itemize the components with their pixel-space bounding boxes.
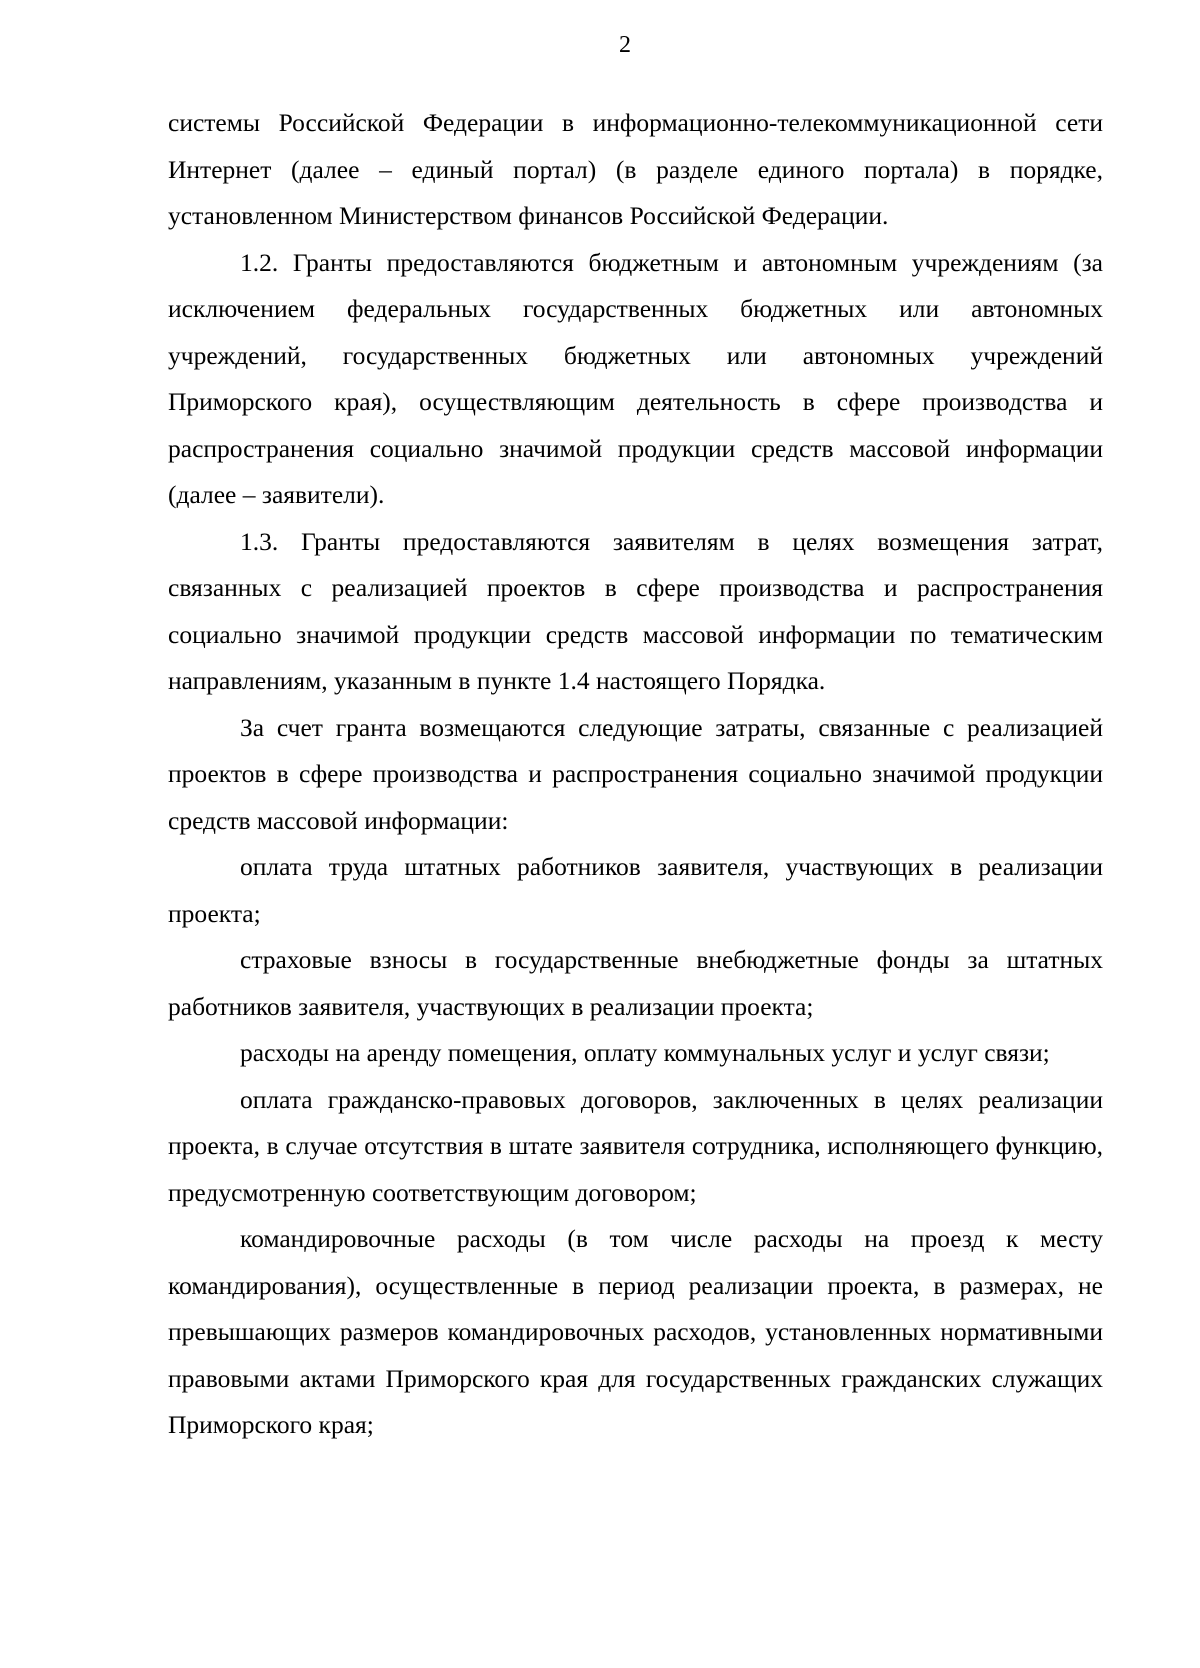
paragraph-1-3: 1.3. Гранты предоставляются заявителям в целях возмещения затрат, связанных с реализацией проектов в сфере производства и распространения социально значимой продукции средств массовой информации по тематическим направлениям, указанным в пункте 1.4 настоящего Порядка. (168, 526, 1103, 695)
paragraph-1-2: 1.2. Гранты предоставляются бюджетным и автономным учреждениям (за исключением федеральных государственных бюджетных или автономных учреждений, государственных бюджетных или автономных учреждений Приморского края), осуществляющим деятельность в сфере производства и распространения социально значимой продукции средств массовой информации (далее – заявители). (168, 247, 1103, 509)
document-body (168, 100, 1103, 1449)
list-item-travel: командировочные расходы (в том числе расходы на проезд к месту командирования), осуществленные в период реализации проекта, в размерах, не превышающих размеров командировочных расходов, установленных нормативными правовыми актами Приморского края для государственных гражданских служащих Приморского края; (168, 1224, 1103, 1439)
list-item-insurance: страховые взносы в государственные внебюджетные фонды за штатных работников заявителя, участвующих в реализации проекта; (168, 945, 1103, 1021)
list-item-contracts: оплата гражданско-правовых договоров, заключенных в целях реализации проекта, в случае отсутствия в штате заявителя сотрудника, исполняющего функцию, предусмотренную соответствующим договором; (168, 1084, 1103, 1207)
paragraph-costs-intro: За счет гранта возмещаются следующие затраты, связанные с реализацией проектов в сфере производства и распространения социально значимой продукции средств массовой информации: (168, 712, 1103, 835)
page-number: 2 (619, 32, 631, 58)
list-item-rent: расходы на аренду помещения, оплату коммунальных услуг и услуг связи; (240, 1038, 1050, 1067)
list-item-salary: оплата труда штатных работников заявителя, участвующих в реализации проекта; (168, 852, 1103, 928)
paragraph-continuation: системы Российской Федерации в информационно-телекоммуникационной сети Интернет (далее – единый портал) (в разделе единого портала) в порядке, установленном Министерством финансов Российской Федерации. (168, 108, 1103, 230)
